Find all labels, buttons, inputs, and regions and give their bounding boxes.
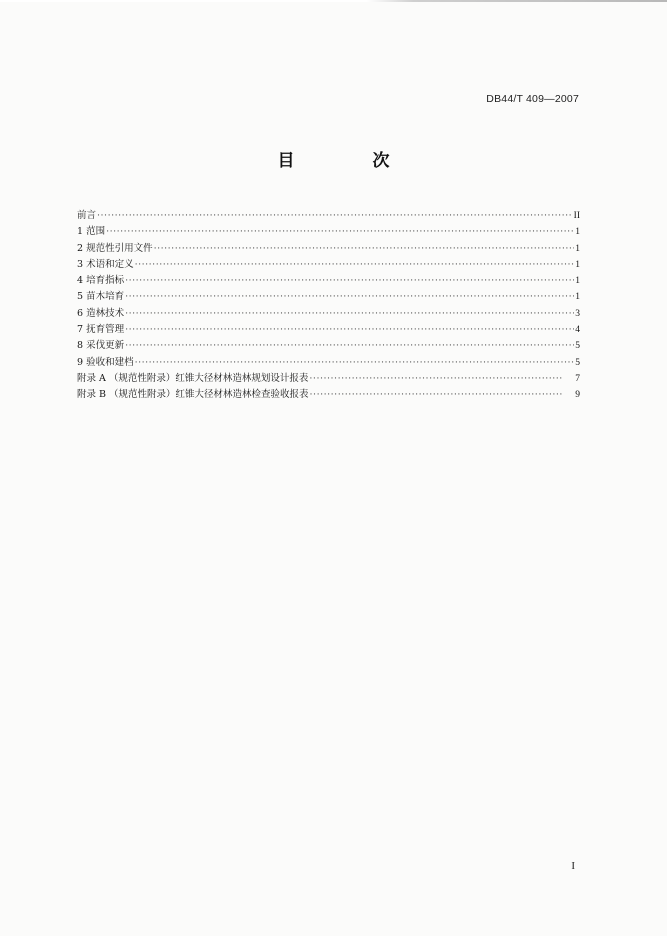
toc-leader-dots (125, 289, 574, 305)
toc-leader-dots (125, 273, 574, 289)
toc-entry-label: 9 验收和建档 (77, 356, 134, 368)
page-number: I (571, 860, 575, 872)
toc-entry-page: 1 (575, 276, 580, 287)
toc-entry-label: 1 范围 (77, 226, 106, 238)
standard-code: DB44/T 409—2007 (486, 93, 579, 105)
table-of-contents (77, 208, 580, 404)
toc-entry-page: 5 (575, 341, 580, 352)
toc-entry-page: 1 (575, 292, 580, 303)
page-title: 目 次 (277, 151, 426, 171)
toc-entry-page: 4 (575, 325, 580, 336)
toc-entry-harvest-regeneration[interactable] (77, 338, 580, 354)
toc-entry-normative-references[interactable] (77, 241, 580, 257)
toc-entry-appendix-a[interactable] (77, 371, 580, 387)
toc-entry-acceptance-archiving[interactable] (77, 355, 580, 371)
toc-entry-page: II (573, 211, 580, 221)
toc-leader-dots (135, 257, 575, 273)
toc-entry-label: 附录 A （规范性附录）红锥大径材林造林规划设计报表 (77, 372, 309, 384)
toc-entry-tending-management[interactable] (77, 322, 580, 338)
toc-entry-cultivation-indicators[interactable] (77, 273, 580, 289)
toc-entry-label: 附录 B （规范性附录）红锥大径材林造林检查验收报表 (77, 389, 309, 401)
toc-entry-label: 3 术语和定义 (77, 258, 134, 270)
toc-entry-page: 1 (575, 259, 580, 270)
toc-leader-dots (97, 208, 573, 224)
toc-leader-dots (154, 241, 575, 257)
toc-entry-label: 5 苗木培育 (77, 291, 125, 303)
toc-entry-seedling-cultivation[interactable] (77, 289, 580, 305)
toc-entry-label: 前言 (77, 210, 97, 221)
toc-entry-terms-definitions[interactable] (77, 257, 580, 273)
toc-leader-dots (125, 322, 574, 338)
toc-leader-dots (125, 306, 574, 322)
toc-entry-afforestation-techniques[interactable] (77, 306, 580, 322)
scan-edge-shadow (0, 0, 667, 2)
toc-entry-page: 7 (575, 373, 580, 384)
toc-leader-dots (309, 371, 563, 387)
toc-leader-dots (106, 224, 574, 240)
toc-entry-scope[interactable] (77, 224, 580, 240)
toc-entry-label: 4 培育指标 (77, 275, 125, 287)
toc-entry-page: 1 (575, 227, 580, 238)
toc-entry-label: 2 规范性引用文件 (77, 242, 153, 254)
toc-entry-label: 6 造林技术 (77, 307, 125, 319)
toc-entry-foreword[interactable] (77, 208, 580, 224)
toc-entry-label: 8 采伐更新 (77, 340, 125, 352)
toc-leader-dots (125, 338, 574, 354)
toc-entry-page: 9 (575, 390, 580, 401)
toc-entry-page: 1 (575, 243, 580, 254)
toc-leader-dots (310, 387, 564, 403)
toc-entry-label: 7 抚育管理 (77, 324, 125, 336)
toc-entry-page: 3 (575, 308, 580, 319)
toc-entry-appendix-b[interactable] (77, 387, 580, 403)
toc-entry-page: 5 (575, 357, 580, 368)
toc-leader-dots (135, 355, 575, 371)
